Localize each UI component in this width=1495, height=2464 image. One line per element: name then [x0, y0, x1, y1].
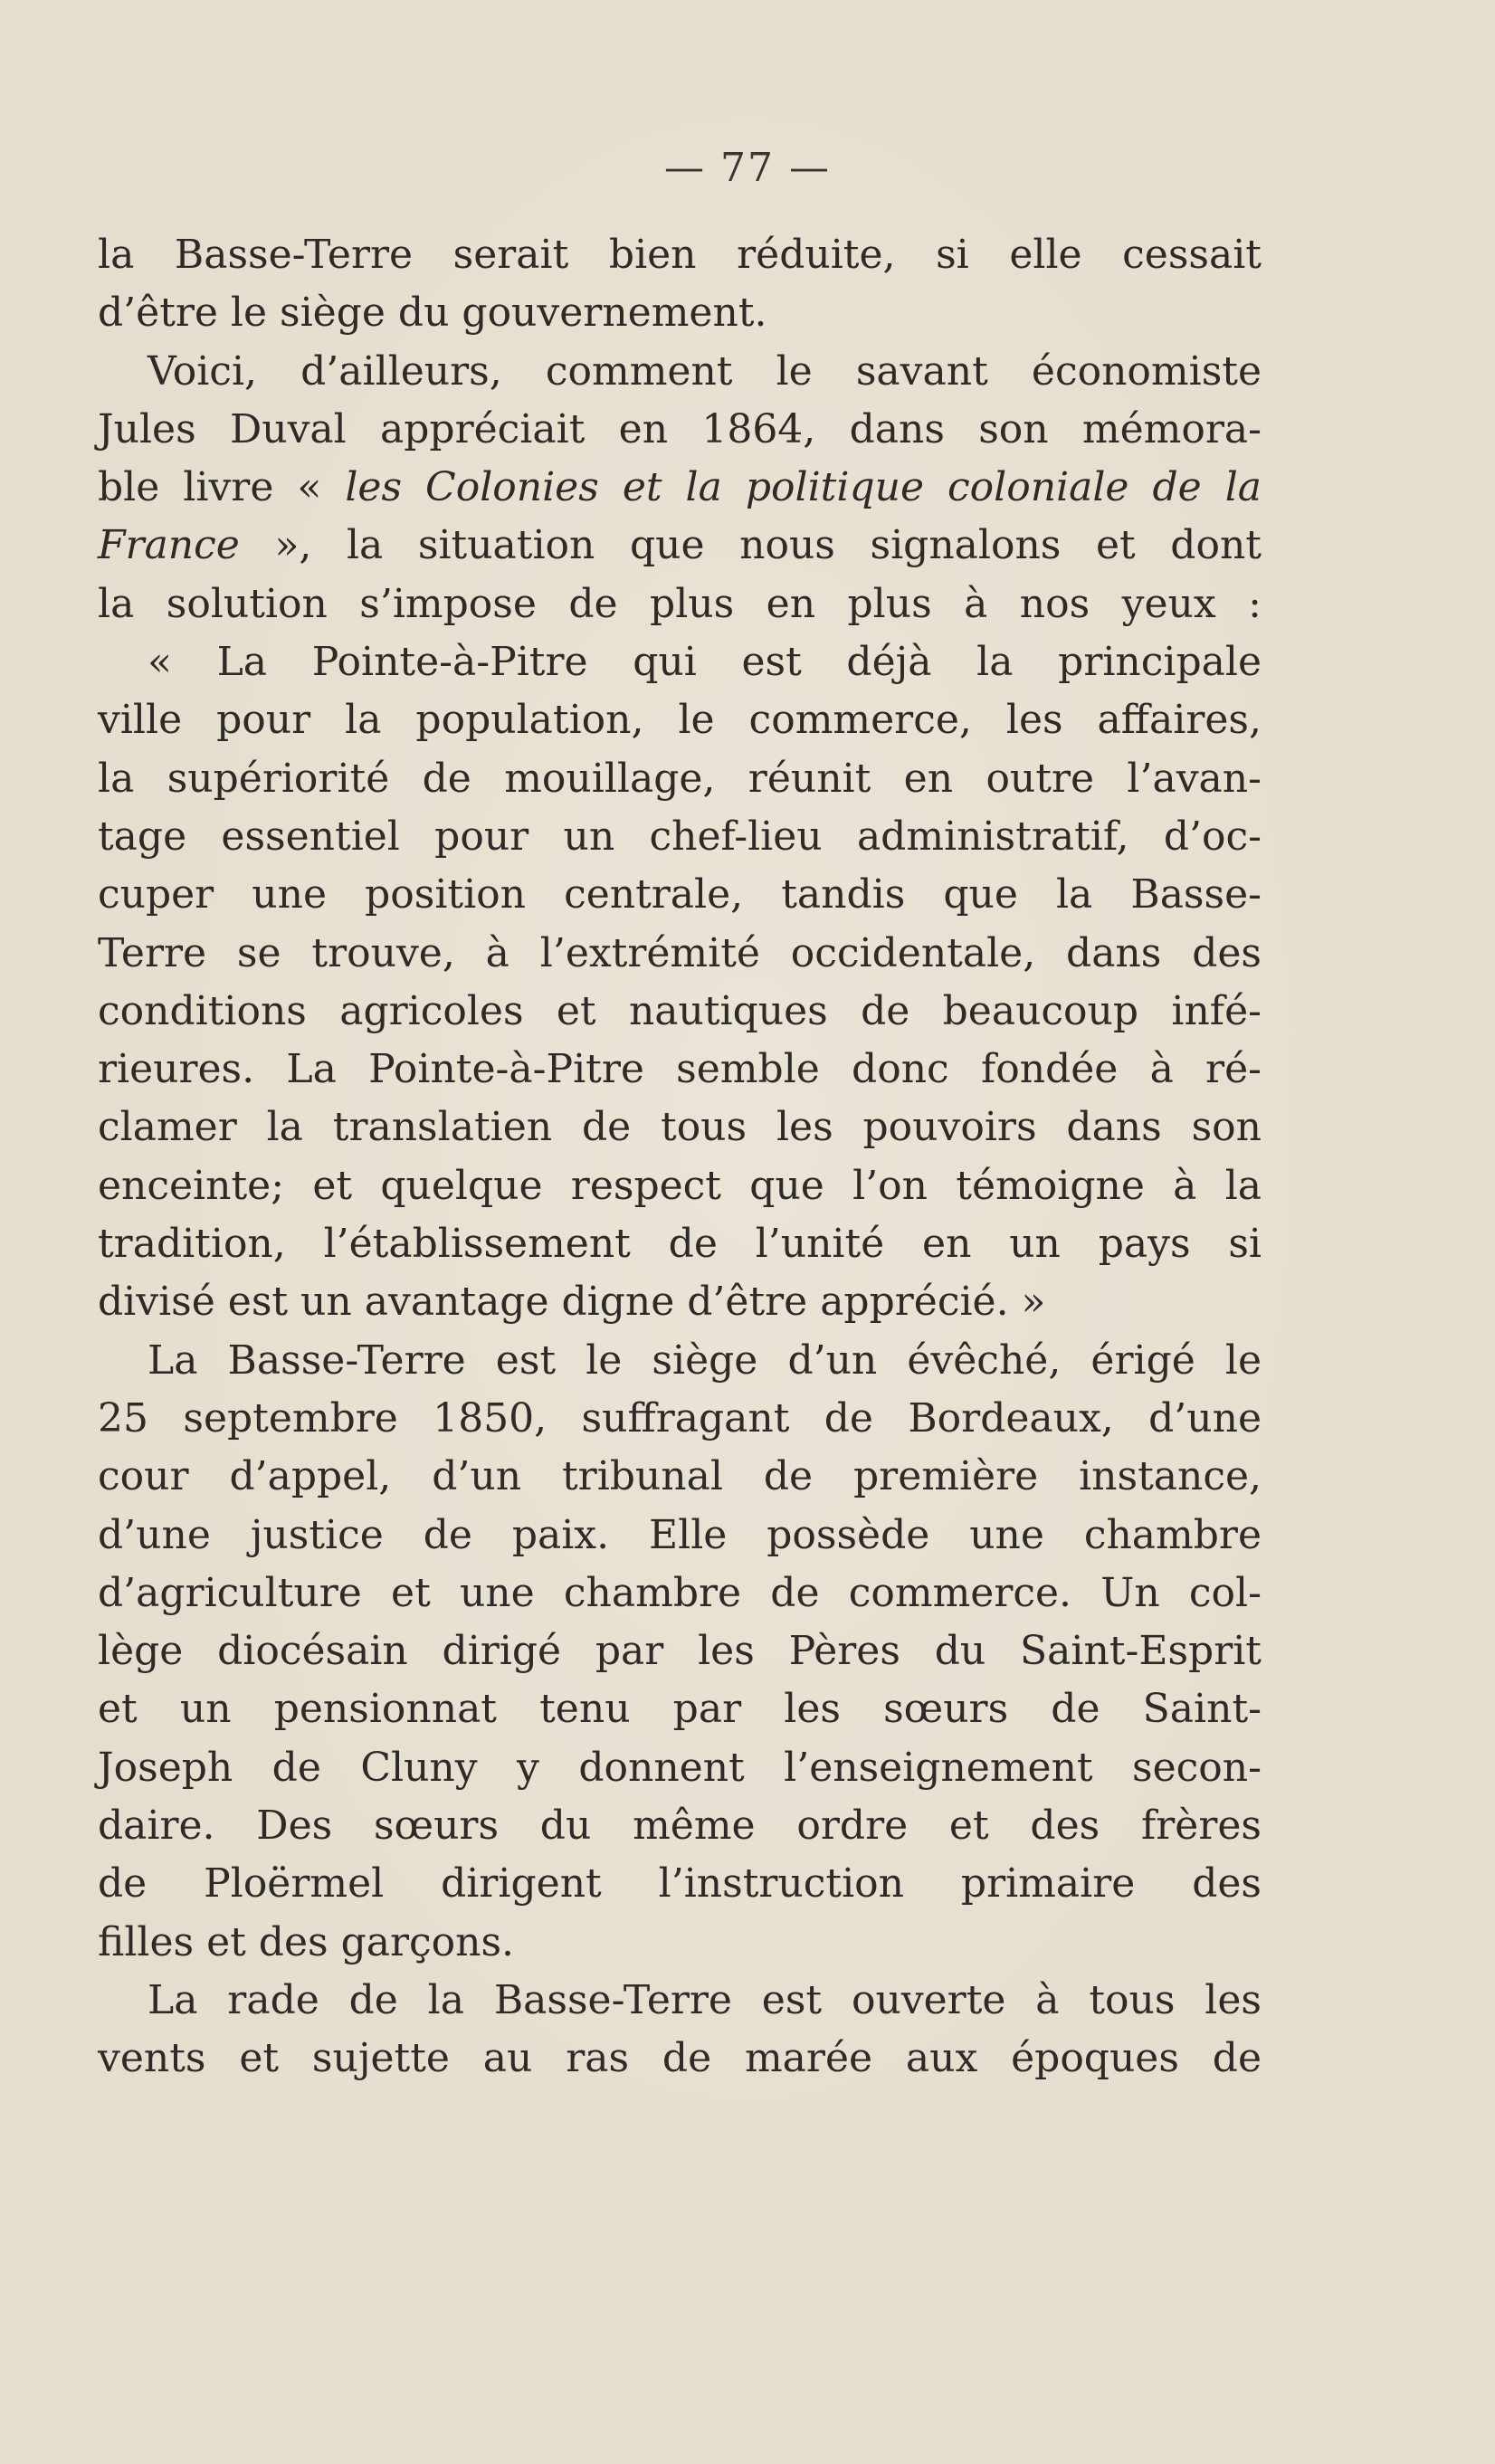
- text-line: tage essentiel pour un chef-lieu administratif, d’oc-: [98, 813, 1262, 860]
- text-line: la solution s’impose de plus en plus à nos yeux :: [98, 580, 1262, 627]
- text-line: [98, 517, 1262, 575]
- text-line: vents et sujette au ras de marée aux époques de: [98, 2035, 1262, 2082]
- text-line: La rade de la Basse-Terre est ouverte à tous les: [148, 1976, 1262, 2023]
- text-line: Jules Duval appréciait en 1864, dans son mémora-: [98, 405, 1262, 452]
- book-title-italic: les Colonies et la politique coloniale de la: [345, 464, 1262, 511]
- text-run: ble livre «: [98, 464, 346, 511]
- book-title-italic: France: [98, 522, 240, 569]
- text-line: de Ploërmel dirigent l’instruction primaire des: [98, 1860, 1262, 1907]
- text-run: », la situation que nous signalons et dont: [239, 522, 1262, 569]
- body-text: [98, 226, 1262, 2088]
- text-line: tradition, l’établissement de l’unité en un pays si: [98, 1221, 1262, 1268]
- text-line: lège diocésain dirigé par les Pères du Saint-Esprit: [98, 1628, 1262, 1675]
- text-line: cuper une position centrale, tandis que la Basse-: [98, 871, 1262, 918]
- text-line: la supériorité de mouillage, réunit en outre l’avan-: [98, 755, 1262, 802]
- text-line: [98, 459, 1262, 517]
- text-line: enceinte; et quelque respect que l’on témoigne à la: [98, 1162, 1262, 1209]
- text-line: La Basse-Terre est le siège d’un évêché, érigé le: [148, 1337, 1262, 1384]
- text-line: ville pour la population, le commerce, les affaires,: [98, 697, 1262, 744]
- text-line: cour d’appel, d’un tribunal de première instance,: [98, 1453, 1262, 1500]
- text-line: Terre se trouve, à l’extrémité occidentale, dans des: [98, 929, 1262, 976]
- text-line: d’une justice de paix. Elle possède une chambre: [98, 1511, 1262, 1558]
- text-line: d’agriculture et une chambre de commerce. Un col-: [98, 1569, 1262, 1616]
- text-line: filles et des garçons.: [98, 1918, 515, 1965]
- text-line: daire. Des sœurs du même ordre et des frères: [98, 1803, 1262, 1850]
- text-line: « La Pointe-à-Pitre qui est déjà la principale: [148, 639, 1262, 686]
- text-line: clamer la translatien de tous les pouvoirs dans son: [98, 1104, 1262, 1151]
- text-line: rieures. La Pointe-à-Pitre semble donc fondée à ré-: [98, 1046, 1262, 1093]
- text-line: conditions agricoles et nautiques de beaucoup infé-: [98, 987, 1262, 1034]
- text-line: Voici, d’ailleurs, comment le savant économiste: [148, 347, 1262, 395]
- text-line: Joseph de Cluny y donnent l’enseignement secon-: [98, 1744, 1262, 1791]
- text-line: divisé est un avantage digne d’être apprécié. »: [98, 1279, 1046, 1326]
- text-line: et un pensionnat tenu par les sœurs de Saint-: [98, 1686, 1262, 1733]
- text-line: d’être le siège du gouvernement.: [98, 290, 767, 337]
- text-line: la Basse-Terre serait bien réduite, si elle cessait: [98, 232, 1262, 278]
- text-line: 25 septembre 1850, suffragant de Bordeaux, d’une: [98, 1394, 1262, 1441]
- page-number: — 77 —: [664, 145, 831, 191]
